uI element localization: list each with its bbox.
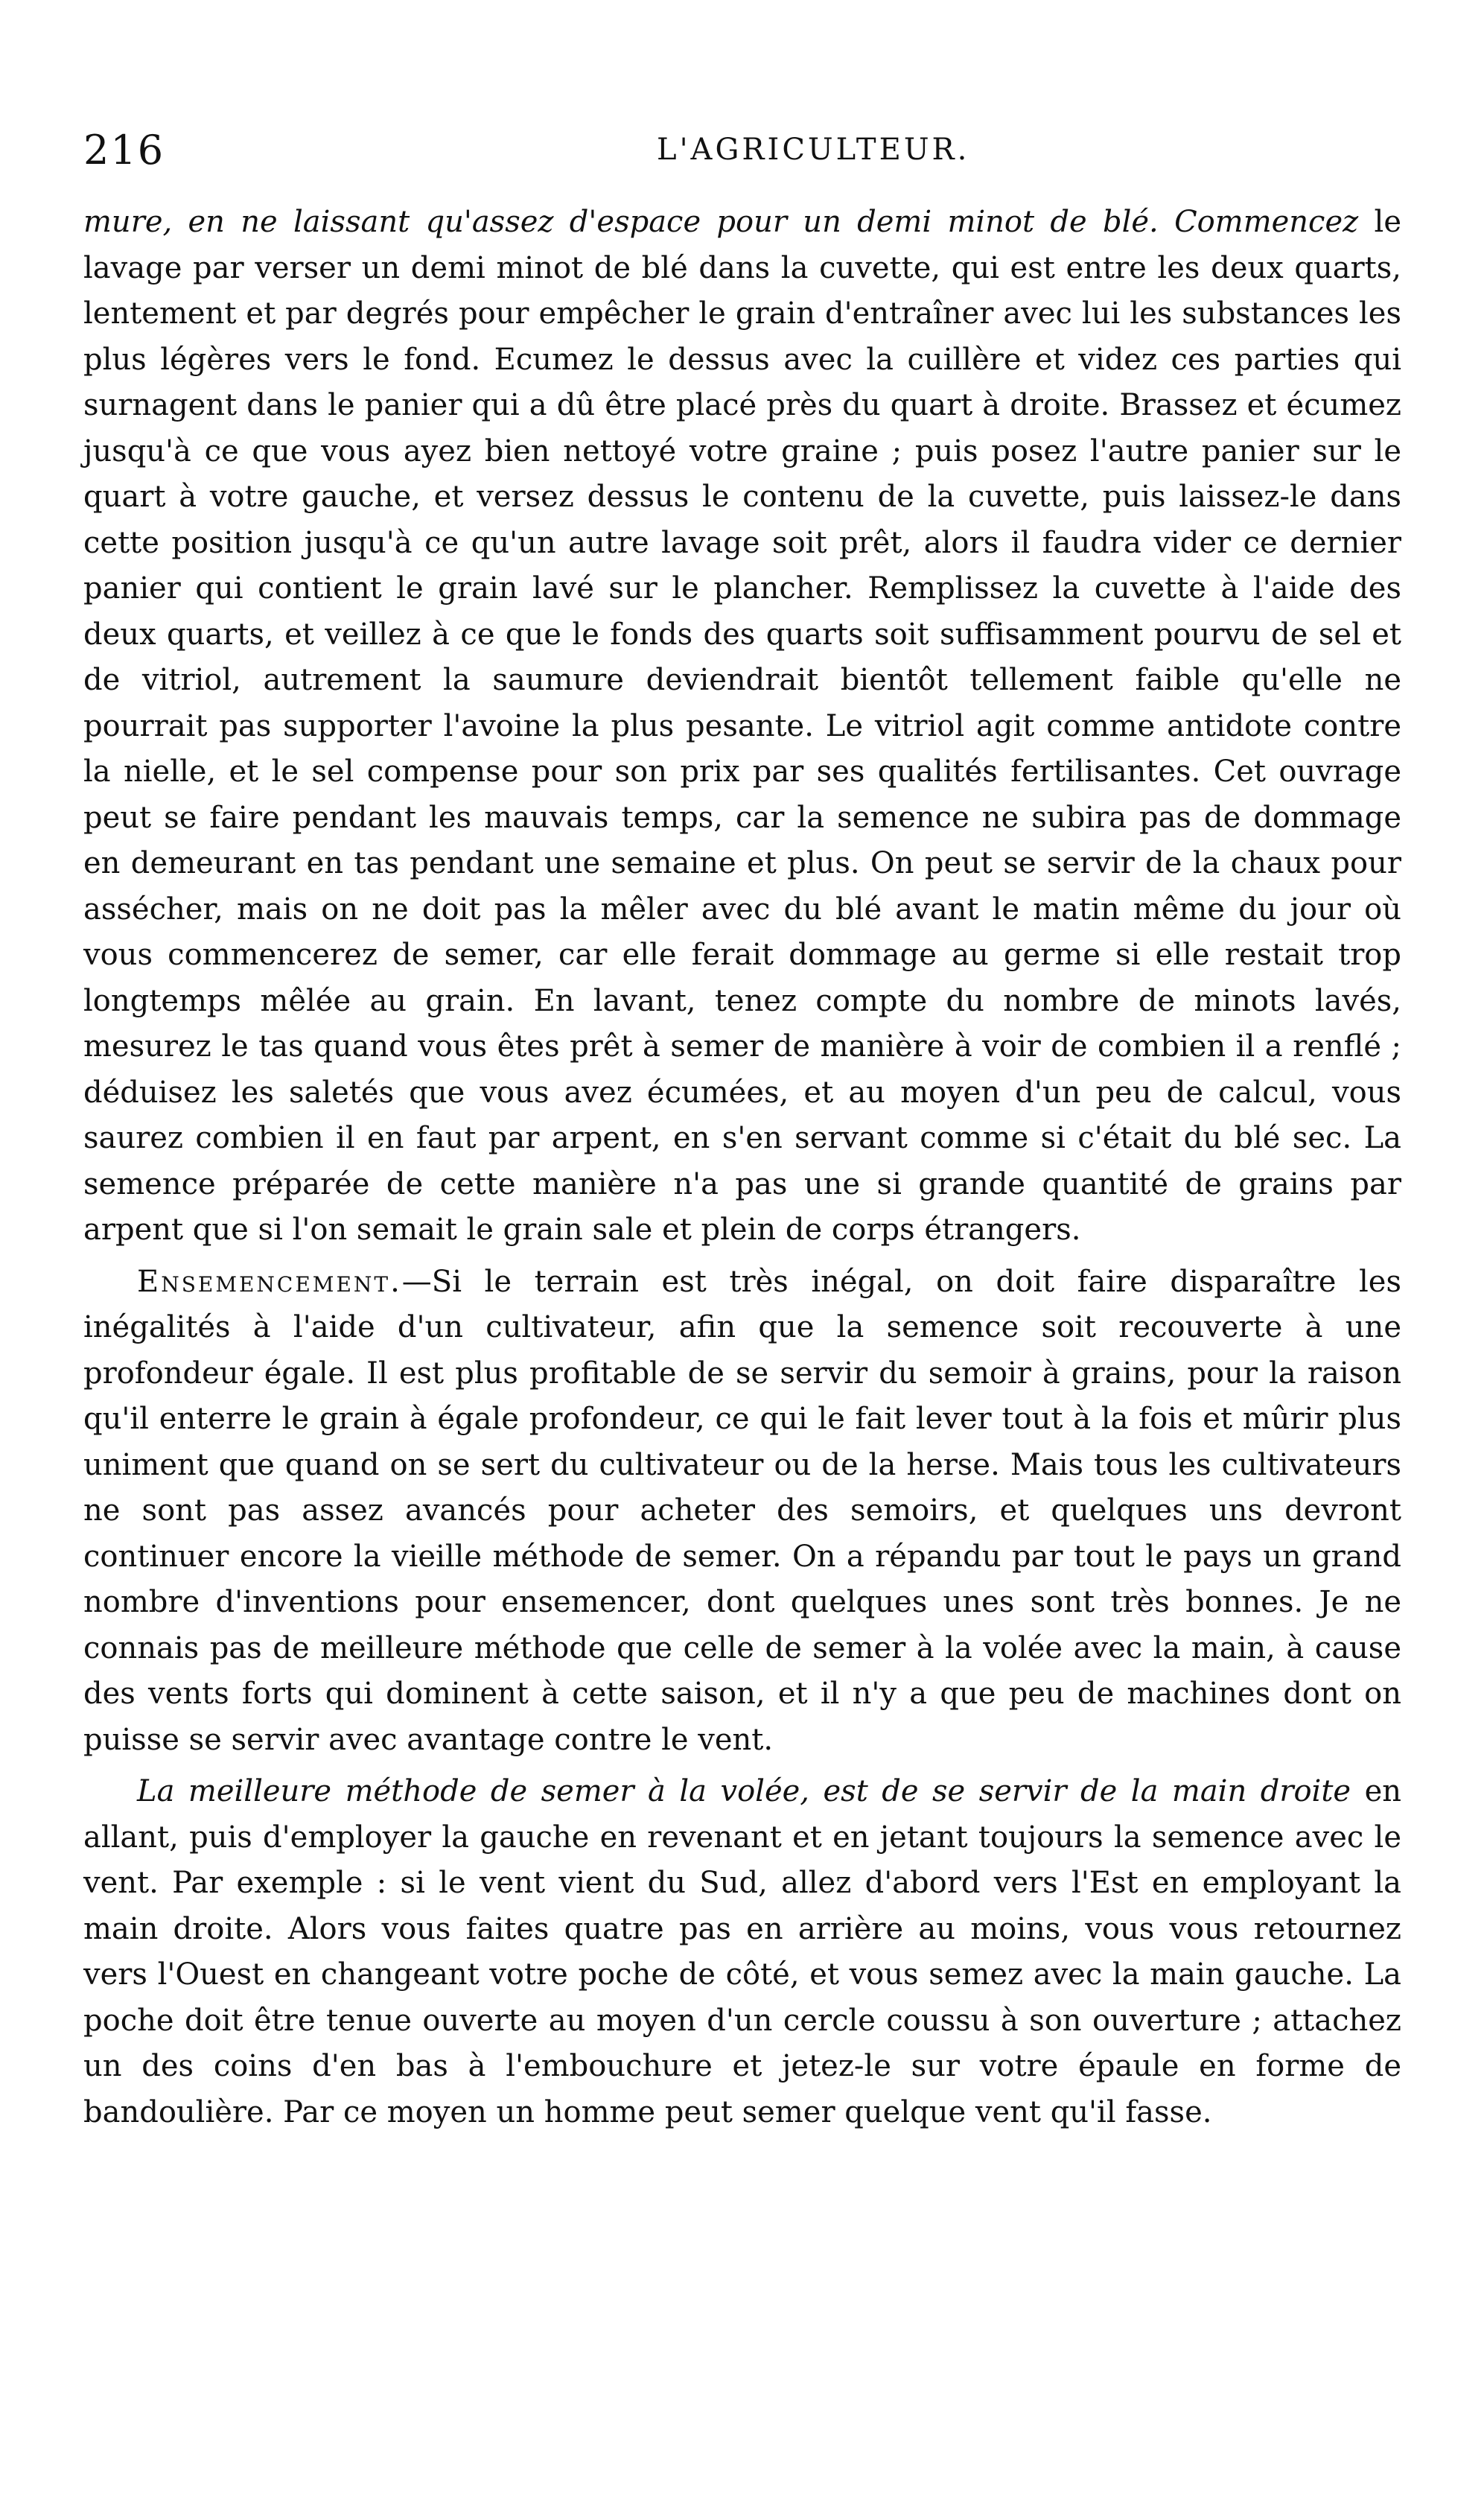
paragraph-ensemencement [83,1259,1401,1764]
page-number: 216 [83,127,165,174]
section-heading-ensemencement: Ensemencement. [137,1264,402,1299]
page-header [83,127,1401,186]
paragraph-italic-lead: La meilleure méthode de semer à la volée, est de se servir de la main droite [137,1774,1351,1808]
paragraph-text: —Si le terrain est très inégal, on doit faire disparaître les inégalités à l'aide d'un cultivateur, afin que la semence soit recouverte à une profondeur égale. Il est plus profitable de se servir du semoir à grains, pour la raison qu'il enterre le grain à égale profondeur, ce qui le fait lever tout à la fois et mûrir plus uniment que quand on se sert du cultivateur ou de la herse. Mais tous les cultivateurs ne sont pas assez avancés pour acheter des semoirs, et quelques uns devront continuer encore la vieille méthode de semer. On a répandu par tout le pays un grand nombre d'inventions pour ensemencer, dont quelques unes sont très bonnes. Je ne connais pas de meilleure méthode que celle de semer à la volée avec la main, à cause des vents forts qui dominent à cette saison, et il n'y a que peu de machines dont on puisse se servir avec avantage contre le vent. [83,1264,1401,1757]
paragraph-text: le lavage par verser un demi minot de blé dans la cuvette, qui est entre les deux quarts, lentement et par degrés pour empêcher le grain d'entraîner avec lui les substances les plus légères vers le fond. Ecumez le dessus avec la cuillère et videz ces parties qui surnagent dans le panier qui a dû être placé près du quart à droite. Brassez et écumez jusqu'à ce que vous ayez bien nettoyé votre graine ; puis posez l'autre panier sur le quart à votre gauche, et versez dessus le contenu de la cuvette, puis laissez-le dans cette position jusqu'à ce qu'un autre lavage soit prêt, alors il faudra vider ce dernier panier qui contient le grain lavé sur le plancher. Remplissez la cuvette à l'aide des deux quarts, et veillez à ce que le fonds des quarts soit suffisamment pourvu de sel et de vitriol, autrement la saumure deviendrait bientôt tellement faible qu'elle ne pourrait pas supporter l'avoine la plus pesante. Le vitriol agit comme antidote contre la nielle, et le sel compense pour son prix par ses qualités fertilisantes. Cet ouvrage peut se faire pendant les mauvais temps, car la semence ne subira pas de dommage en demeurant en tas pendant une semaine et plus. On peut se servir de la chaux pour assécher, mais on ne doit pas la mêler avec du blé avant le matin même du jour où vous commencerez de semer, car elle ferait dommage au germe si elle restait trop longtemps mêlée au grain. En lavant, tenez compte du nombre de minots lavés, mesurez le tas quand vous êtes prêt à semer de manière à voir de combien il a renflé ; déduisez les saletés que vous avez écumées, et au moyen d'un peu de calcul, vous saurez combien il en faut par arpent, en s'en servant comme si c'était du blé sec. La semence préparée de cette manière n'a pas une si grande quantité de grains par arpent que si l'on semait le grain sale et plein de corps étrangers. [83,205,1401,1247]
paragraph-italic-lead: mure, en ne laissant qu'assez d'espace pour un demi minot de blé. Commencez [83,205,1359,239]
paragraph-methode [83,1769,1401,2135]
paragraph-lavage [83,200,1401,1254]
paragraph-text: en allant, puis d'employer la gauche en revenant et en jetant toujours la semence avec le vent. Par exemple : si le vent vient du Sud, allez d'abord vers l'Est en employant la main droite. Alors vous faites quatre pas en arrière au moins, vous vous retournez vers l'Ouest en changeant votre poche de côté, et vous semez avec la main gauche. La poche doit être tenue ouverte au moyen d'un cercle coussu à son ouverture ; attachez un des coins d'en bas à l'embouchure et jetez-le sur votre épaule en forme de bandoulière. Par ce moyen un homme peut semer quelque vent qu'il fasse. [83,1774,1401,2129]
body-text [83,200,1401,2135]
running-title: L'AGRICULTEUR. [657,133,970,167]
